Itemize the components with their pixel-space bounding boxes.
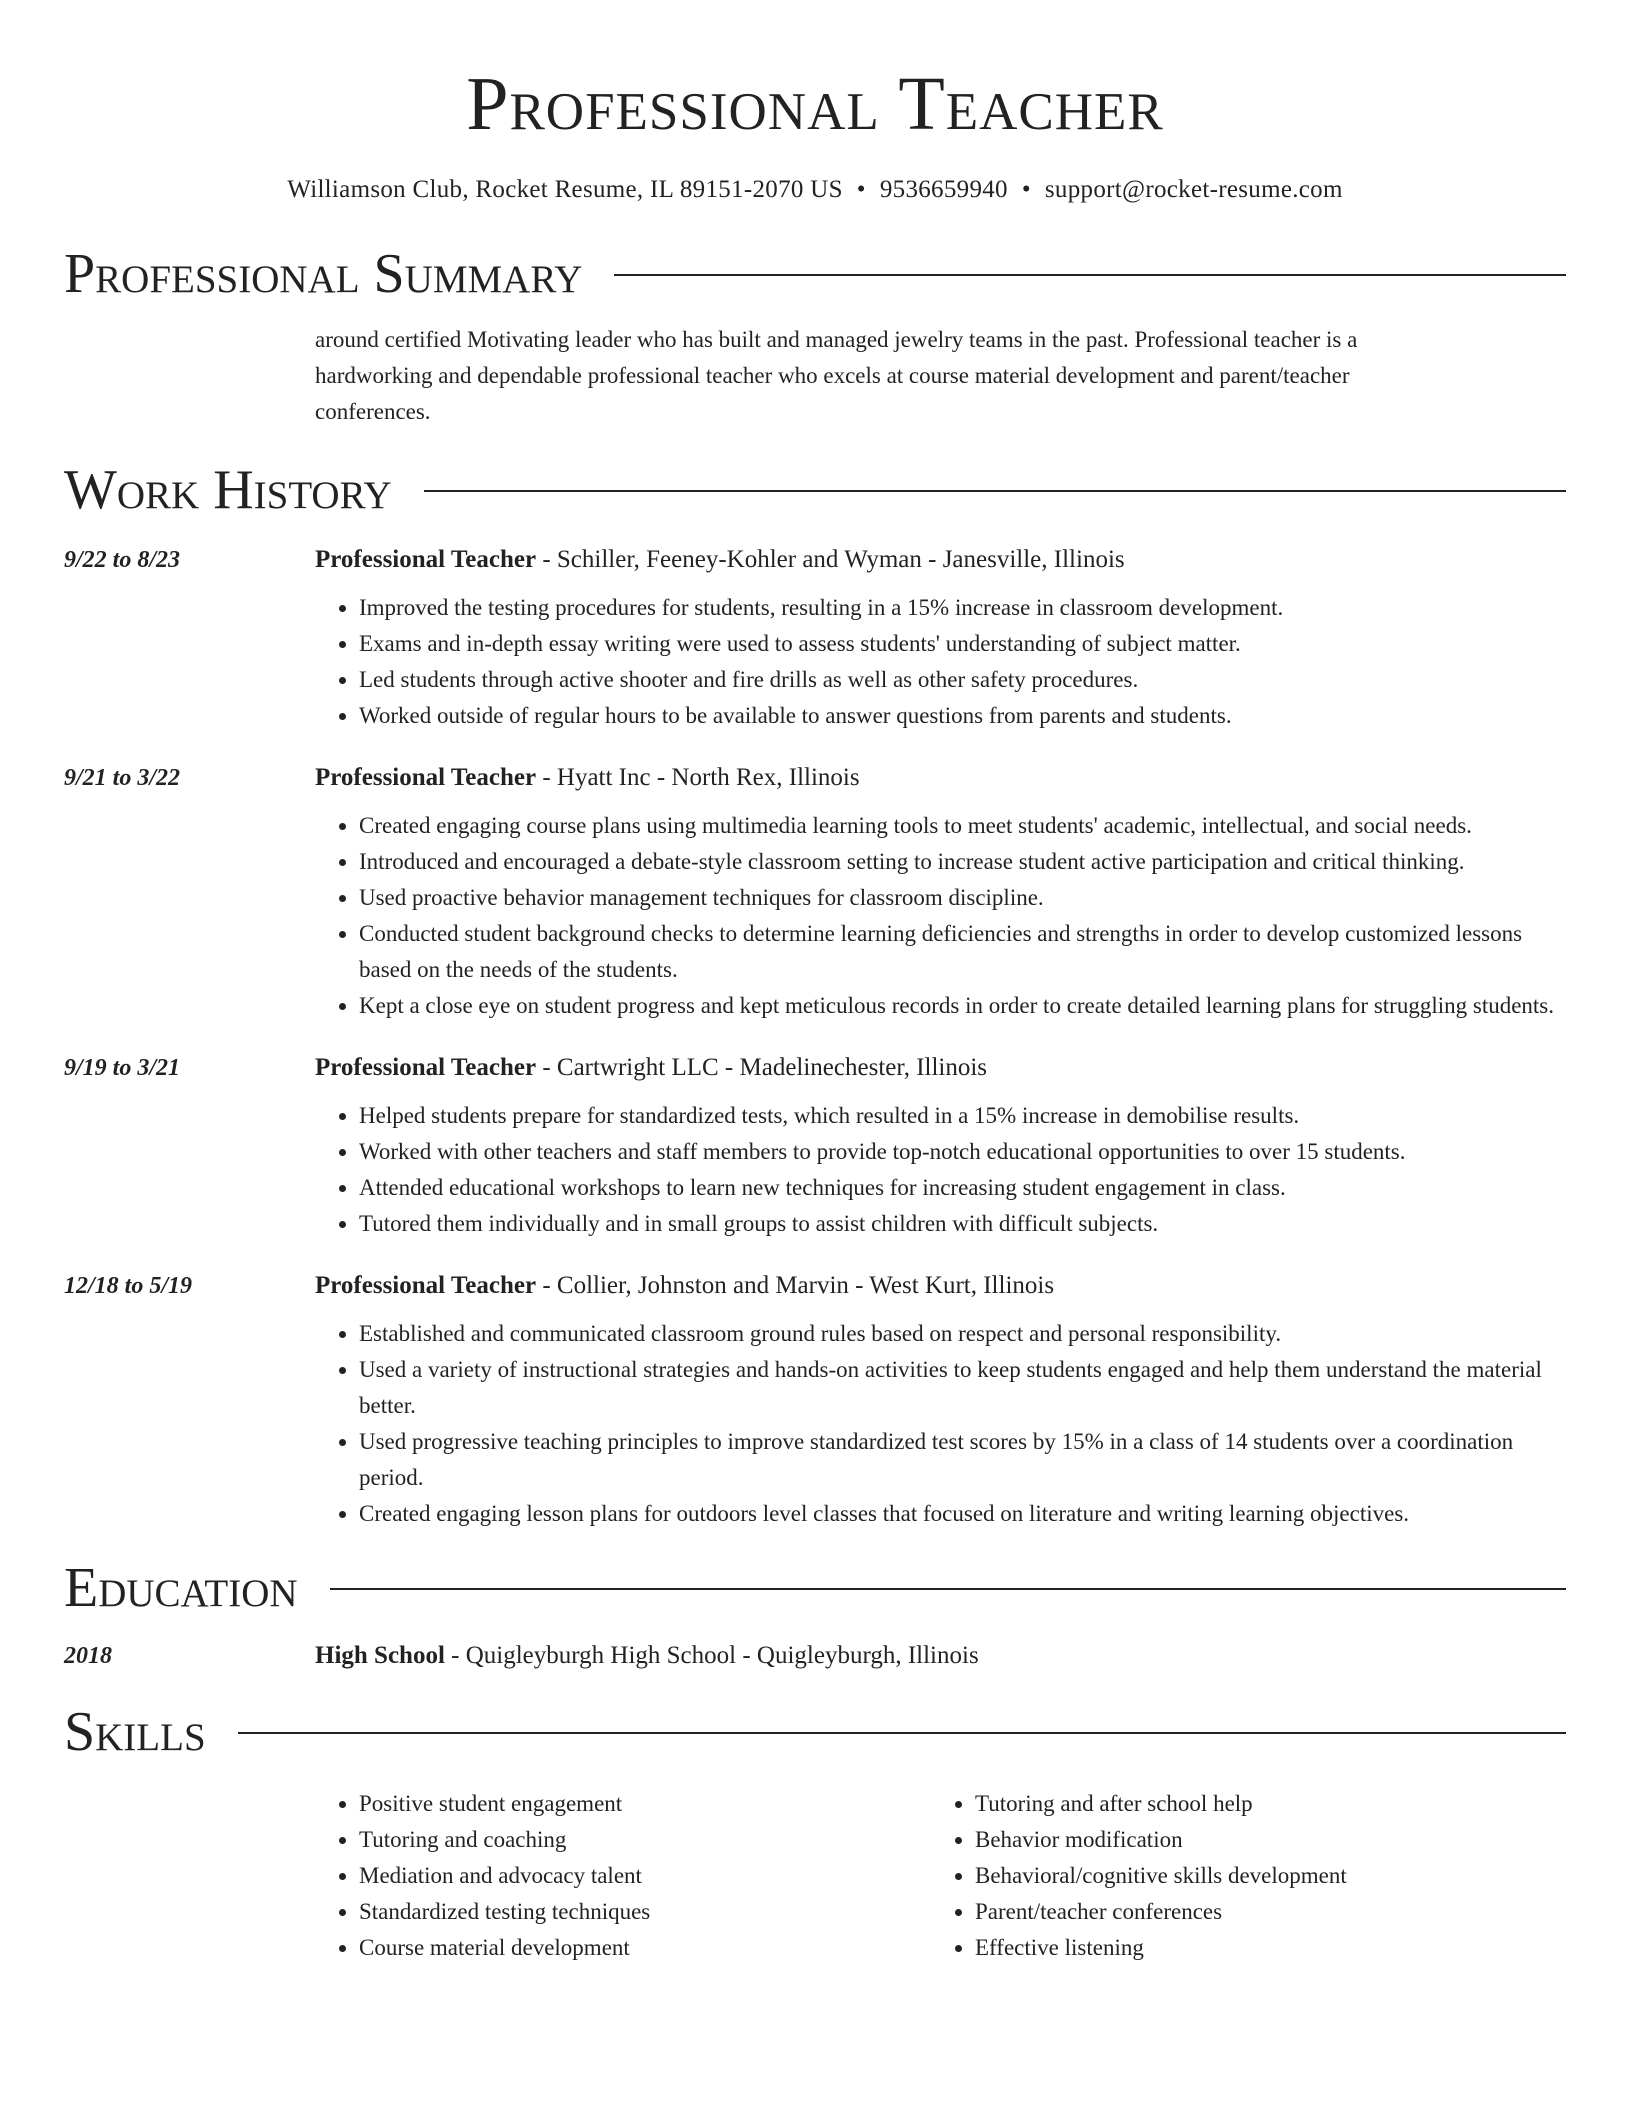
job-entry [64,1052,1566,1242]
education-body [315,1640,1566,1672]
section-divider [330,1588,1566,1590]
job-dates: 9/22 to 8/23 [64,547,181,573]
skill-item: • Tutoring and after school help [975,1786,1535,1822]
job-entry [64,762,1566,1024]
job-bullet: • Helped students prepare for standardized tests, which resulted in a 15% increase in demobilise results. [359,1098,1566,1134]
job-bullet: • Worked outside of regular hours to be available to answer questions from parents and students. [359,698,1566,734]
education-title-line [315,1640,1566,1672]
summary-text: around certified Motivating leader who has built and managed jewelry teams in the past. Professional teacher is a hardworking and dependable professional teacher who excels at course material development and parent/teacher conferences. [315,327,1358,424]
candidate-name: Professional Teacher [466,62,1164,146]
skill-item: • Mediation and advocacy talent [359,1858,931,1894]
job-bullets [315,1098,1566,1242]
job-role: Professional Teacher [315,764,537,791]
job-details: - Hyatt Inc - North Rex, Illinois [536,764,860,791]
education-section-header [64,1558,1566,1618]
job-bullet: • Established and communicated classroom ground rules based on respect and personal responsibility. [359,1316,1566,1352]
job-title-line [315,544,1566,576]
contact-email: support@rocket-resume.com [1044,176,1343,203]
job-entry [64,544,1566,734]
job-role: Professional Teacher [315,1054,537,1081]
job-bullets [315,808,1566,1024]
section-divider [238,1732,1566,1734]
contact-separator: • [856,176,866,203]
job-dates: 9/19 to 3/21 [64,1055,181,1081]
job-bullet: • Attended educational workshops to learn new techniques for increasing student engagement in class. [359,1170,1566,1206]
work-section-header [64,460,1566,520]
education-entry [64,1640,1566,1672]
job-title-line [315,1270,1566,1302]
skills-list [315,1786,1566,1966]
skill-item: • Behavioral/cognitive skills development [975,1858,1535,1894]
skill-item: • Behavior modification [975,1822,1535,1858]
job-details: - Cartwright LLC - Madelinechester, Illinois [536,1054,988,1081]
education-degree: High School [315,1642,445,1669]
job-title-line [315,762,1566,794]
job-bullet: • Created engaging course plans using multimedia learning tools to meet students' academic, intellectual, and social needs. [359,808,1566,844]
work-section-title: Work History [64,459,392,521]
skills-section-header [64,1702,1566,1762]
job-bullet: • Used a variety of instructional strategies and hands-on activities to keep students engaged and help them understand the material better. [359,1352,1566,1424]
section-divider [424,490,1566,492]
skill-item: • Tutoring and coaching [359,1822,931,1858]
job-bullet: • Improved the testing procedures for students, resulting in a 15% increase in classroom development. [359,590,1566,626]
job-bullet: • Worked with other teachers and staff members to provide top-notch educational opportunities to over 15 students. [359,1134,1566,1170]
job-bullet: • Used proactive behavior management techniques for classroom discipline. [359,880,1566,916]
education-section-title: Education [64,1557,298,1619]
skills-column-1 [315,1786,931,1966]
job-bullet: • Kept a close eye on student progress and kept meticulous records in order to create detailed learning plans for struggling students. [359,988,1566,1024]
job-body [315,1270,1566,1532]
job-body [315,544,1566,734]
job-entry [64,1270,1566,1532]
contact-line [64,174,1566,206]
education-details: - Quigleyburgh High School - Quigleyburgh, Illinois [444,1642,979,1669]
job-dates: 12/18 to 5/19 [64,1273,193,1299]
job-bullet: • Led students through active shooter and fire drills as well as other safety procedures. [359,662,1566,698]
contact-phone: 9536659940 [879,176,1008,203]
job-body [315,1052,1566,1242]
resume-page [64,0,1566,1966]
job-bullet: • Tutored them individually and in small groups to assist children with difficult subjects. [359,1206,1566,1242]
job-title-line [315,1052,1566,1084]
skills-column-2 [931,1786,1535,1966]
skill-item: • Positive student engagement [359,1786,931,1822]
skill-item: • Standardized testing techniques [359,1894,931,1930]
job-bullet: • Created engaging lesson plans for outdoors level classes that focused on literature and writing learning objectives. [359,1496,1566,1532]
job-bullet: • Exams and in-depth essay writing were used to assess students' understanding of subject matter. [359,626,1566,662]
job-bullets [315,1316,1566,1532]
job-dates: 9/21 to 3/22 [64,765,181,791]
skill-item: • Effective listening [975,1930,1535,1966]
section-divider [614,274,1566,276]
contact-address: Williamson Club, Rocket Resume, IL 89151-2070 US [287,176,843,203]
job-details: - Collier, Johnston and Marvin - West Kurt, Illinois [536,1272,1055,1299]
job-bullet: • Used progressive teaching principles to improve standardized test scores by 15% in a class of 14 students over a coordination period. [359,1424,1566,1496]
job-bullet: • Introduced and encouraged a debate-style classroom setting to increase student active participation and critical thinking. [359,844,1566,880]
job-body [315,762,1566,1024]
education-year: 2018 [64,1643,112,1669]
contact-separator: • [1021,176,1031,203]
job-bullet: • Conducted student background checks to determine learning deficiencies and strengths in order to develop customized lessons based on the needs of the students. [359,916,1566,988]
job-bullets [315,590,1566,734]
job-details: - Schiller, Feeney-Kohler and Wyman - Janesville, Illinois [536,546,1125,573]
summary-section-title: Professional Summary [64,243,583,305]
summary-section-header [64,244,1566,304]
skill-item: • Course material development [359,1930,931,1966]
job-role: Professional Teacher [315,1272,537,1299]
skill-item: • Parent/teacher conferences [975,1894,1535,1930]
skills-section-title: Skills [64,1701,206,1763]
job-role: Professional Teacher [315,546,537,573]
